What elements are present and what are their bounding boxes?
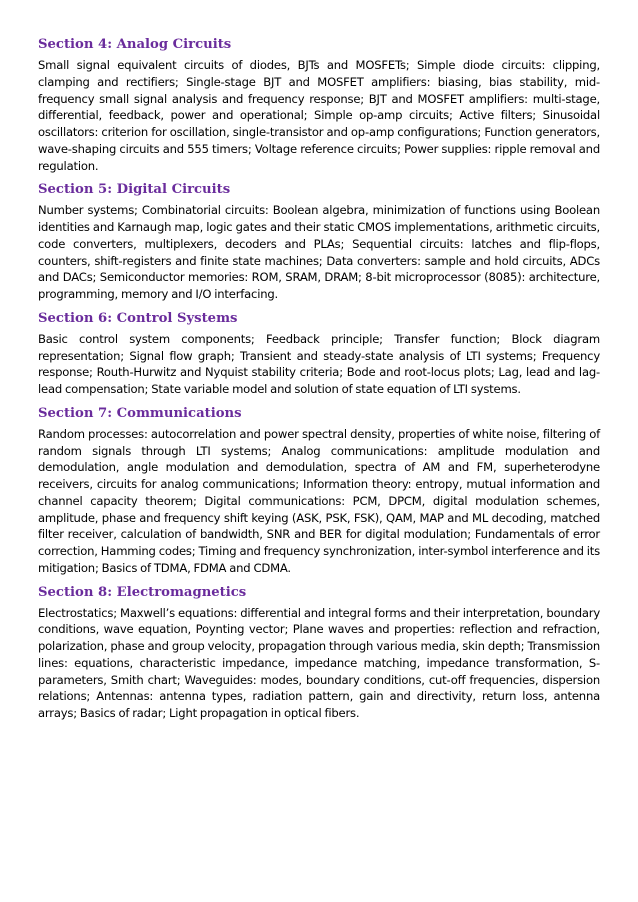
section-heading: Section 8: Electromagnetics: [38, 584, 247, 600]
section-heading: Section 6: Control Systems: [38, 310, 238, 326]
section-heading: Section 4: Analog Circuits: [38, 37, 232, 52]
section-communications: [38, 405, 600, 577]
section-body: Basic control system components; Feedback principle; Transfer function; Block diagram representation; Signal flow graph; Transient and steady-state analysis of LTI systems; Frequency response; Routh-Hurwitz and Nyquist stability criteria; Bode and root-locus plots; Lag, lead and lag-lead compensation; State variable model and solution of state equation of LTI systems.: [38, 331, 600, 396]
section-body: Electrostatics; Maxwell’s equations: differential and integral forms and their interpretation, boundary conditions, wave equation, Poynting vector; Plane waves and properties: reflection and refraction, polarization, phase and group velocity, propagation through various media, skin depth; Transmission lines: equations, characteristic impedance, impedance matching, impedance transformation, S-parameters, Smith chart; Waveguides: modes, boundary conditions, cut-off frequencies, dispersion relations; Antennas: antenna types, radiation pattern, gain and directivity, return loss, antenna arrays; Basics of radar; Light propagation in optical fibers.: [38, 605, 600, 720]
section-body: Number systems; Combinatorial circuits: Boolean algebra, minimization of functions using Boolean identities and Karnaugh map, logic gates and their static CMOS implementations, arithmetic circuits, code converters, multiplexers, decoders and PLAs; Sequential circuits: latches and flip-flops, counters, shift-registers and finite state machines; Data converters: sample and hold circuits, ADCs and DACs; Semiconductor memories: ROM, SRAM, DRAM; 8-bit microprocessor (8085): architecture, programming, memory and I/O interfacing.: [38, 203, 600, 301]
section-digital-circuits: [38, 181, 600, 303]
section-electromagnetics: [38, 584, 600, 722]
syllabus-page: [38, 36, 600, 729]
section-control-systems: [38, 310, 600, 398]
section-body: Random processes: autocorrelation and power spectral density, properties of white noise, filtering of random signals through LTI systems; Analog communications: amplitude modulation and demodulation, angle modulation and demodulation, spectra of AM and FM, superheterodyne receivers, circuits for analog communications; Information theory: entropy, mutual information and channel capacity theorem; Digital communications: PCM, DPCM, digital modulation schemes, amplitude, phase and frequency shift keying (ASK, PSK, FSK), QAM, MAP and ML decoding, matched filter receiver, calculation of bandwidth, SNR and BER for digital modulation; Fundamentals of error correction, Hamming codes; Timing and frequency synchronization, inter-symbol interference and its mitigation; Basics of TDMA, FDMA and CDMA.: [38, 426, 600, 575]
section-analog-circuits: [38, 36, 600, 174]
section-heading: Section 5: Digital Circuits: [38, 182, 231, 198]
section-heading: Section 7: Communications: [38, 405, 242, 421]
section-body: Small signal equivalent circuits of diodes, BJTs and MOSFETs; Simple diode circuits: clipping, clamping and rectifiers; Single-stage BJT and MOSFET amplifiers: biasing, bias stability, mid-frequency small signal analysis and frequency response; BJT and MOSFET amplifiers: multi-stage, differential, feedback, power and operational; Simple op-amp circuits; Active filters; Sinusoidal oscillators: criterion for oscillation, single-transistor and op-amp configurations; Function generators, wave-shaping circuits and 555 timers; Voltage reference circuits; Power supplies: ripple removal and regulation.: [38, 58, 600, 173]
